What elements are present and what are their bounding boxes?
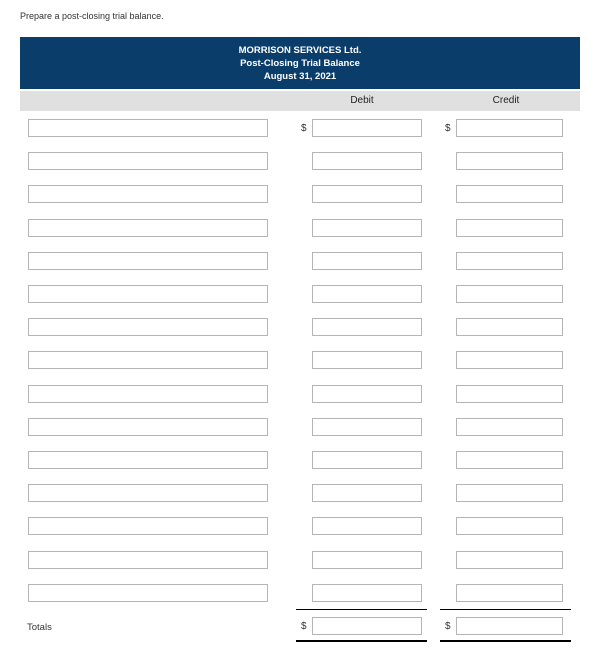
statement-title: Post-Closing Trial Balance (240, 57, 360, 69)
debit-amount-input[interactable] (312, 351, 422, 369)
debit-amount-input[interactable] (312, 385, 422, 403)
totals-row (0, 617, 600, 639)
table-row (0, 219, 600, 241)
debit-amount-input[interactable] (312, 219, 422, 237)
debit-amount-input[interactable] (312, 418, 422, 436)
credit-amount-input[interactable] (456, 484, 563, 502)
company-name: MORRISON SERVICES Ltd. (238, 44, 362, 56)
table-row (0, 451, 600, 473)
account-name-input[interactable] (28, 484, 268, 502)
credit-subtotal-rule (440, 609, 571, 610)
table-row (0, 185, 600, 207)
credit-column-header: Credit (492, 95, 520, 106)
credit-total-double-rule (440, 640, 571, 642)
account-name-input[interactable] (28, 385, 268, 403)
credit-amount-input[interactable] (456, 418, 563, 436)
table-row (0, 418, 600, 440)
table-row (0, 285, 600, 307)
table-row (0, 252, 600, 274)
statement-header (20, 37, 580, 89)
table-row (0, 318, 600, 340)
debit-amount-input[interactable] (312, 318, 422, 336)
credit-amount-input[interactable] (456, 551, 563, 569)
debit-amount-input[interactable] (312, 551, 422, 569)
debit-amount-input[interactable] (312, 252, 422, 270)
table-row (0, 551, 600, 573)
debit-subtotal-rule (296, 609, 427, 610)
debit-amount-input[interactable] (312, 185, 422, 203)
credit-amount-input[interactable] (456, 185, 563, 203)
account-name-input[interactable] (28, 185, 268, 203)
currency-symbol: $ (445, 123, 451, 134)
table-row (0, 584, 600, 606)
currency-symbol: $ (301, 621, 307, 632)
currency-symbol: $ (445, 621, 451, 632)
debit-amount-input[interactable] (312, 484, 422, 502)
debit-total-double-rule (296, 640, 427, 642)
debit-amount-input[interactable] (312, 584, 422, 602)
account-name-input[interactable] (28, 418, 268, 436)
table-row (0, 385, 600, 407)
debit-amount-input[interactable] (312, 152, 422, 170)
table-row (0, 351, 600, 373)
debit-amount-input[interactable] (312, 119, 422, 137)
credit-total-input[interactable] (456, 617, 563, 635)
instruction-text: Prepare a post-closing trial balance. (20, 11, 164, 21)
credit-amount-input[interactable] (456, 152, 563, 170)
credit-amount-input[interactable] (456, 451, 563, 469)
account-name-input[interactable] (28, 551, 268, 569)
account-name-input[interactable] (28, 219, 268, 237)
credit-amount-input[interactable] (456, 517, 563, 535)
account-name-input[interactable] (28, 152, 268, 170)
table-row (0, 517, 600, 539)
column-header-bar (20, 91, 580, 111)
currency-symbol: $ (301, 123, 307, 134)
table-row (0, 119, 600, 141)
debit-amount-input[interactable] (312, 285, 422, 303)
account-name-input[interactable] (28, 517, 268, 535)
credit-amount-input[interactable] (456, 119, 563, 137)
debit-amount-input[interactable] (312, 517, 422, 535)
debit-column-header: Debit (350, 95, 374, 106)
totals-label: Totals (27, 622, 52, 633)
statement-date: August 31, 2021 (263, 70, 337, 82)
account-name-input[interactable] (28, 119, 268, 137)
credit-amount-input[interactable] (456, 385, 563, 403)
table-row (0, 484, 600, 506)
account-name-input[interactable] (28, 318, 268, 336)
account-name-input[interactable] (28, 451, 268, 469)
account-name-input[interactable] (28, 252, 268, 270)
credit-amount-input[interactable] (456, 584, 563, 602)
account-name-input[interactable] (28, 285, 268, 303)
debit-total-input[interactable] (312, 617, 422, 635)
credit-amount-input[interactable] (456, 252, 563, 270)
table-row (0, 152, 600, 174)
account-name-input[interactable] (28, 584, 268, 602)
credit-amount-input[interactable] (456, 351, 563, 369)
credit-amount-input[interactable] (456, 285, 563, 303)
credit-amount-input[interactable] (456, 318, 563, 336)
account-name-input[interactable] (28, 351, 268, 369)
credit-amount-input[interactable] (456, 219, 563, 237)
debit-amount-input[interactable] (312, 451, 422, 469)
